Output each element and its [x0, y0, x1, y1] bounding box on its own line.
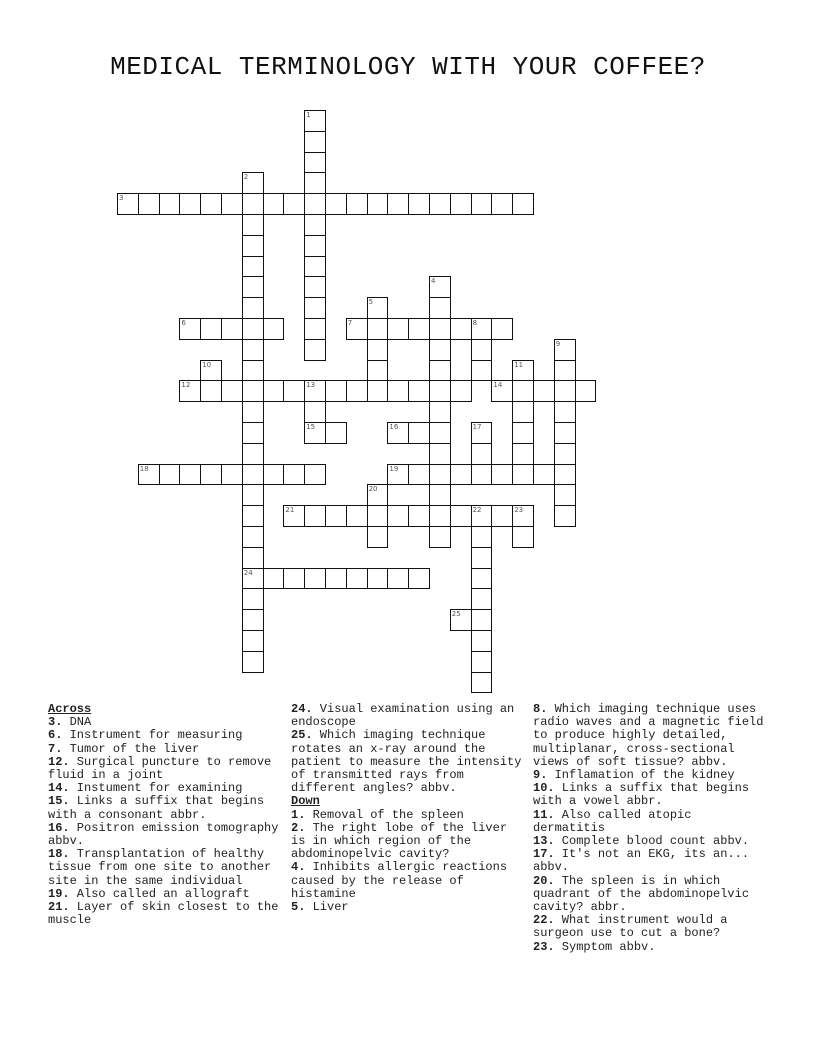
clue-item	[48, 848, 280, 888]
clue-item	[291, 822, 523, 862]
clue-item-number: 7.	[48, 741, 63, 756]
clue-column-2	[291, 703, 523, 914]
grid-cell[interactable]	[242, 547, 264, 569]
grid-cell[interactable]	[429, 464, 451, 486]
grid-cell[interactable]	[304, 422, 326, 444]
clue-item-number: 1.	[291, 807, 306, 822]
grid-cell[interactable]	[429, 318, 451, 340]
clue-item-text: Transplantation of healthy tissue from one site to another site in the same individual	[48, 847, 272, 888]
grid-cell[interactable]	[408, 422, 430, 444]
grid-cell[interactable]	[429, 339, 451, 361]
clue-item-number: 3.	[48, 715, 63, 730]
clue-item-number: 24.	[291, 702, 313, 716]
grid-cell[interactable]	[512, 401, 534, 423]
clue-item-number: 11.	[533, 807, 555, 822]
grid-cell[interactable]	[263, 464, 285, 486]
clue-number: 24	[243, 568, 253, 577]
grid-cell[interactable]	[512, 464, 534, 486]
grid-cell[interactable]	[387, 568, 409, 590]
grid-cell[interactable]	[200, 193, 222, 215]
clue-item-number: 12.	[48, 754, 70, 769]
clue-item-text: Also called atopic dermatitis	[533, 807, 692, 835]
clue-item	[291, 901, 523, 914]
grid-cell[interactable]	[491, 505, 513, 527]
grid-cell[interactable]	[471, 318, 493, 340]
clue-item-text: The right lobe of the liver is in which region of the abdominopelvic cavity?	[291, 820, 508, 862]
clue-item-number: 10.	[533, 781, 555, 796]
clue-item-text: Links a suffix that begins with a consonant abbr.	[48, 794, 265, 822]
grid-cell[interactable]	[491, 464, 513, 486]
grid-cell[interactable]	[408, 568, 430, 590]
grid-cell[interactable]	[242, 651, 264, 673]
grid-cell[interactable]	[179, 193, 201, 215]
grid-cell[interactable]	[471, 193, 493, 215]
clue-item-text: Visual examination using an endoscope	[291, 702, 515, 730]
grid-cell[interactable]	[304, 505, 326, 527]
clue-column-3	[533, 703, 765, 954]
grid-cell[interactable]	[242, 339, 264, 361]
clue-item	[291, 703, 523, 729]
clue-item	[48, 795, 280, 821]
clue-number: 13	[306, 381, 316, 390]
grid-cell[interactable]	[429, 443, 451, 465]
grid-cell[interactable]	[179, 380, 201, 402]
grid-cell[interactable]	[346, 505, 368, 527]
grid-cell[interactable]	[450, 318, 472, 340]
clue-number: 9	[555, 339, 561, 348]
grid-cell[interactable]	[387, 318, 409, 340]
grid-cell[interactable]	[242, 484, 264, 506]
clue-section-heading: Across	[48, 702, 92, 716]
grid-cell[interactable]	[554, 505, 576, 527]
grid-cell[interactable]	[491, 318, 513, 340]
grid-cell[interactable]	[325, 422, 347, 444]
clue-item	[291, 861, 523, 901]
clue-item-text: Instument for examining	[69, 781, 243, 796]
grid-cell[interactable]	[304, 193, 326, 215]
clue-item	[48, 756, 280, 782]
grid-cell[interactable]	[512, 505, 534, 527]
grid-cell[interactable]	[346, 318, 368, 340]
grid-cell[interactable]	[554, 401, 576, 423]
grid-cell[interactable]	[263, 318, 285, 340]
grid-cell[interactable]	[450, 193, 472, 215]
clue-item-text: Complete blood count abbv.	[554, 834, 750, 849]
grid-cell[interactable]	[304, 214, 326, 236]
grid-cell[interactable]	[346, 568, 368, 590]
grid-cell[interactable]	[242, 526, 264, 548]
grid-cell[interactable]	[304, 256, 326, 278]
clue-item-number: 23.	[533, 939, 555, 954]
grid-cell[interactable]	[242, 568, 264, 590]
grid-cell[interactable]	[304, 464, 326, 486]
grid-cell[interactable]	[429, 193, 451, 215]
grid-cell[interactable]	[471, 443, 493, 465]
grid-cell[interactable]	[221, 380, 243, 402]
clue-item-text: Layer of skin closest to the muscle	[48, 900, 279, 928]
grid-cell[interactable]	[242, 256, 264, 278]
grid-cell[interactable]	[512, 380, 534, 402]
clue-item-text: Also called an allograft	[69, 886, 250, 901]
grid-cell[interactable]	[554, 484, 576, 506]
grid-cell[interactable]	[242, 422, 264, 444]
clue-item-number: 6.	[48, 728, 63, 743]
grid-cell[interactable]	[471, 588, 493, 610]
grid-cell[interactable]	[408, 505, 430, 527]
grid-cell[interactable]	[304, 339, 326, 361]
grid-cell[interactable]	[554, 422, 576, 444]
clue-item	[48, 901, 280, 927]
grid-cell[interactable]	[283, 568, 305, 590]
grid-cell[interactable]	[367, 360, 389, 382]
clue-number: 1	[306, 111, 311, 119]
grid-cell[interactable]	[283, 193, 305, 215]
clue-item-text: Tumor of the liver	[62, 741, 200, 756]
grid-cell[interactable]	[179, 464, 201, 486]
grid-cell[interactable]	[367, 484, 389, 506]
clue-item-text: DNA	[62, 715, 92, 730]
grid-cell[interactable]	[242, 235, 264, 257]
clue-item-text: Liver	[305, 900, 349, 915]
grid-cell[interactable]	[471, 609, 493, 631]
grid-cell[interactable]	[429, 422, 451, 444]
grid-cell[interactable]	[138, 193, 160, 215]
grid-cell[interactable]	[429, 297, 451, 319]
grid-cell[interactable]	[367, 193, 389, 215]
grid-cell[interactable]	[221, 193, 243, 215]
clue-section-heading: Down	[291, 794, 320, 809]
clue-number: 2	[243, 173, 249, 182]
clue-number: 6	[181, 319, 186, 327]
grid-cell[interactable]	[242, 609, 264, 631]
grid-cell[interactable]	[304, 235, 326, 257]
clue-item-text: The spleen is in which quadrant of the abdominopelvic cavity? abbr.	[533, 873, 750, 915]
clue-item-number: 19.	[48, 886, 70, 901]
grid-cell[interactable]	[283, 505, 305, 527]
grid-cell[interactable]	[367, 526, 389, 548]
grid-cell[interactable]	[387, 193, 409, 215]
grid-cell[interactable]	[138, 464, 160, 486]
grid-cell[interactable]	[304, 172, 326, 194]
grid-cell[interactable]	[471, 360, 493, 382]
grid-cell[interactable]	[512, 360, 534, 382]
grid-cell[interactable]	[304, 401, 326, 423]
grid-cell[interactable]	[242, 443, 264, 465]
clue-item	[533, 782, 765, 808]
clue-item	[533, 809, 765, 835]
grid-cell[interactable]	[242, 193, 264, 215]
clue-number: 14	[493, 381, 503, 390]
clue-item-number: 2.	[291, 820, 306, 835]
grid-cell[interactable]	[242, 630, 264, 652]
clue-item-text: Inflamation of the kidney	[547, 768, 735, 783]
grid-cell[interactable]	[450, 505, 472, 527]
clue-number: 25	[451, 610, 461, 619]
grid-cell[interactable]	[367, 297, 389, 319]
grid-cell[interactable]	[325, 568, 347, 590]
grid-cell[interactable]	[242, 360, 264, 382]
grid-cell[interactable]	[179, 318, 201, 340]
clue-number: 5	[368, 298, 374, 307]
grid-cell[interactable]	[304, 131, 326, 153]
grid-cell[interactable]	[200, 360, 222, 382]
clue-number: 11	[514, 360, 524, 369]
clue-number: 15	[306, 423, 316, 431]
grid-cell[interactable]	[221, 464, 243, 486]
grid-cell[interactable]	[471, 630, 493, 652]
grid-cell[interactable]	[325, 380, 347, 402]
grid-cell[interactable]	[325, 193, 347, 215]
clue-number: 4	[431, 277, 436, 286]
grid-cell[interactable]	[471, 526, 493, 548]
grid-cell[interactable]	[263, 380, 285, 402]
grid-cell[interactable]	[325, 505, 347, 527]
grid-cell[interactable]	[242, 297, 264, 319]
clue-item-number: 16.	[48, 820, 70, 835]
clue-item-text: Inhibits allergic reactions caused by the release of histamine	[291, 860, 508, 901]
grid-cell[interactable]	[346, 193, 368, 215]
grid-cell[interactable]	[471, 547, 493, 569]
grid-cell[interactable]	[575, 380, 597, 402]
grid-cell[interactable]	[554, 360, 576, 382]
clue-item-number: 22.	[533, 913, 555, 928]
clue-item	[48, 822, 280, 848]
grid-cell[interactable]	[471, 339, 493, 361]
clue-number: 23	[514, 506, 524, 515]
grid-cell[interactable]	[491, 380, 513, 402]
clue-item-number: 13.	[533, 834, 555, 849]
grid-cell[interactable]	[512, 422, 534, 444]
clue-item-number: 5.	[291, 900, 306, 915]
clue-item-text: Positron emission tomography abbv.	[48, 820, 279, 849]
clue-number: 18	[139, 464, 149, 473]
grid-cell[interactable]	[450, 464, 472, 486]
grid-cell[interactable]	[471, 464, 493, 486]
grid-cell[interactable]	[554, 339, 576, 361]
grid-cell[interactable]	[242, 214, 264, 236]
grid-cell[interactable]	[304, 380, 326, 402]
clue-item-number: 8.	[533, 702, 548, 716]
grid-cell[interactable]	[387, 505, 409, 527]
grid-cell[interactable]	[283, 380, 305, 402]
grid-cell[interactable]	[159, 464, 181, 486]
grid-cell[interactable]	[367, 568, 389, 590]
grid-cell[interactable]	[408, 193, 430, 215]
grid-cell[interactable]	[200, 318, 222, 340]
grid-cell[interactable]	[429, 401, 451, 423]
clue-item-number: 15.	[48, 794, 70, 809]
grid-cell[interactable]	[512, 526, 534, 548]
grid-cell[interactable]	[491, 193, 513, 215]
grid-cell[interactable]	[304, 276, 326, 298]
grid-cell[interactable]	[533, 380, 555, 402]
clue-item	[533, 914, 765, 940]
clue-number: 10	[202, 360, 212, 369]
grid-cell[interactable]	[471, 651, 493, 673]
clue-item-number: 4.	[291, 860, 306, 875]
grid-cell[interactable]	[429, 526, 451, 548]
grid-cell[interactable]	[408, 318, 430, 340]
grid-cell[interactable]	[533, 464, 555, 486]
grid-cell[interactable]	[429, 360, 451, 382]
grid-cell[interactable]	[242, 318, 264, 340]
grid-cell[interactable]	[304, 110, 326, 132]
clue-item-text: Symptom abbv.	[554, 939, 656, 954]
grid-cell[interactable]	[242, 464, 264, 486]
grid-cell[interactable]	[242, 172, 264, 194]
grid-cell[interactable]	[200, 464, 222, 486]
clue-item	[291, 729, 523, 795]
grid-cell[interactable]	[304, 297, 326, 319]
clue-number: 7	[347, 319, 353, 327]
grid-cell[interactable]	[346, 380, 368, 402]
clue-number: 22	[472, 506, 482, 515]
grid-cell[interactable]	[450, 380, 472, 402]
clue-number: 17	[472, 423, 482, 431]
grid-cell[interactable]	[387, 380, 409, 402]
clue-item-text: What instrument would a surgeon use to cut a bone?	[533, 913, 728, 941]
grid-cell[interactable]	[283, 464, 305, 486]
clue-item	[533, 703, 765, 769]
grid-cell[interactable]	[554, 464, 576, 486]
clue-number: 20	[368, 485, 378, 494]
clue-item-text: Instrument for measuring	[62, 728, 243, 743]
grid-cell[interactable]	[367, 339, 389, 361]
clue-item-number: 20.	[533, 873, 555, 888]
clue-item-text: Which imaging technique uses radio waves and a magnetic field to produce highly detailed, multiplanar, cross-sectional views of soft tissue? abbv.	[533, 702, 764, 769]
clue-item-text: Links a suffix that begins with a vowel abbr.	[533, 781, 750, 809]
grid-cell[interactable]	[429, 505, 451, 527]
grid-cell[interactable]	[554, 380, 576, 402]
grid-cell[interactable]	[242, 276, 264, 298]
grid-cell[interactable]	[408, 380, 430, 402]
grid-cell[interactable]	[367, 318, 389, 340]
grid-cell[interactable]	[242, 505, 264, 527]
clue-item-text: It's not an EKG, its an... abbv.	[533, 847, 750, 875]
grid-cell[interactable]	[408, 464, 430, 486]
clue-number: 8	[472, 319, 478, 327]
grid-cell[interactable]	[471, 568, 493, 590]
grid-cell[interactable]	[159, 193, 181, 215]
clue-number: 16	[389, 423, 399, 431]
grid-cell[interactable]	[304, 318, 326, 340]
clue-item-number: 14.	[48, 781, 70, 796]
clue-item	[533, 941, 765, 954]
grid-cell[interactable]	[200, 380, 222, 402]
clue-item-text: Surgical puncture to remove fluid in a joint	[48, 754, 272, 783]
grid-cell[interactable]	[367, 505, 389, 527]
grid-cell[interactable]	[554, 443, 576, 465]
clue-number: 12	[181, 381, 191, 390]
clue-number: 19	[389, 464, 399, 473]
clue-item-text: Removal of the spleen	[305, 807, 464, 822]
grid-cell[interactable]	[471, 505, 493, 527]
grid-cell[interactable]	[263, 568, 285, 590]
clue-item	[533, 875, 765, 915]
clue-item-number: 9.	[533, 768, 548, 783]
grid-cell[interactable]	[471, 672, 493, 694]
grid-cell[interactable]	[367, 380, 389, 402]
grid-cell[interactable]	[512, 443, 534, 465]
grid-cell[interactable]	[242, 401, 264, 423]
grid-cell[interactable]	[429, 484, 451, 506]
clue-item-number: 21.	[48, 900, 70, 915]
grid-cell[interactable]	[304, 568, 326, 590]
grid-cell[interactable]	[471, 422, 493, 444]
clue-item-number: 17.	[533, 847, 555, 862]
grid-cell[interactable]	[242, 588, 264, 610]
grid-cell[interactable]	[304, 152, 326, 174]
grid-cell[interactable]	[450, 609, 472, 631]
grid-cell[interactable]	[429, 380, 451, 402]
grid-cell[interactable]	[221, 318, 243, 340]
grid-cell[interactable]	[387, 422, 409, 444]
grid-cell[interactable]	[429, 276, 451, 298]
grid-cell[interactable]	[242, 380, 264, 402]
page-title: MEDICAL TERMINOLOGY WITH YOUR COFFEE?	[110, 52, 706, 82]
clue-item-number: 18.	[48, 847, 70, 862]
grid-cell[interactable]	[387, 464, 409, 486]
grid-cell[interactable]	[117, 193, 139, 215]
clue-item-text: Which imaging technique rotates an x-ray around the patient to measure the intensity of transmitted rays from different angles? abbv.	[291, 728, 522, 796]
clue-number: 3	[119, 194, 124, 203]
clue-item-number: 25.	[291, 728, 313, 743]
grid-cell[interactable]	[263, 193, 285, 215]
clue-column-1	[48, 703, 280, 927]
clue-number: 21	[285, 506, 295, 515]
grid-cell[interactable]	[512, 193, 534, 215]
clue-item	[533, 848, 765, 874]
